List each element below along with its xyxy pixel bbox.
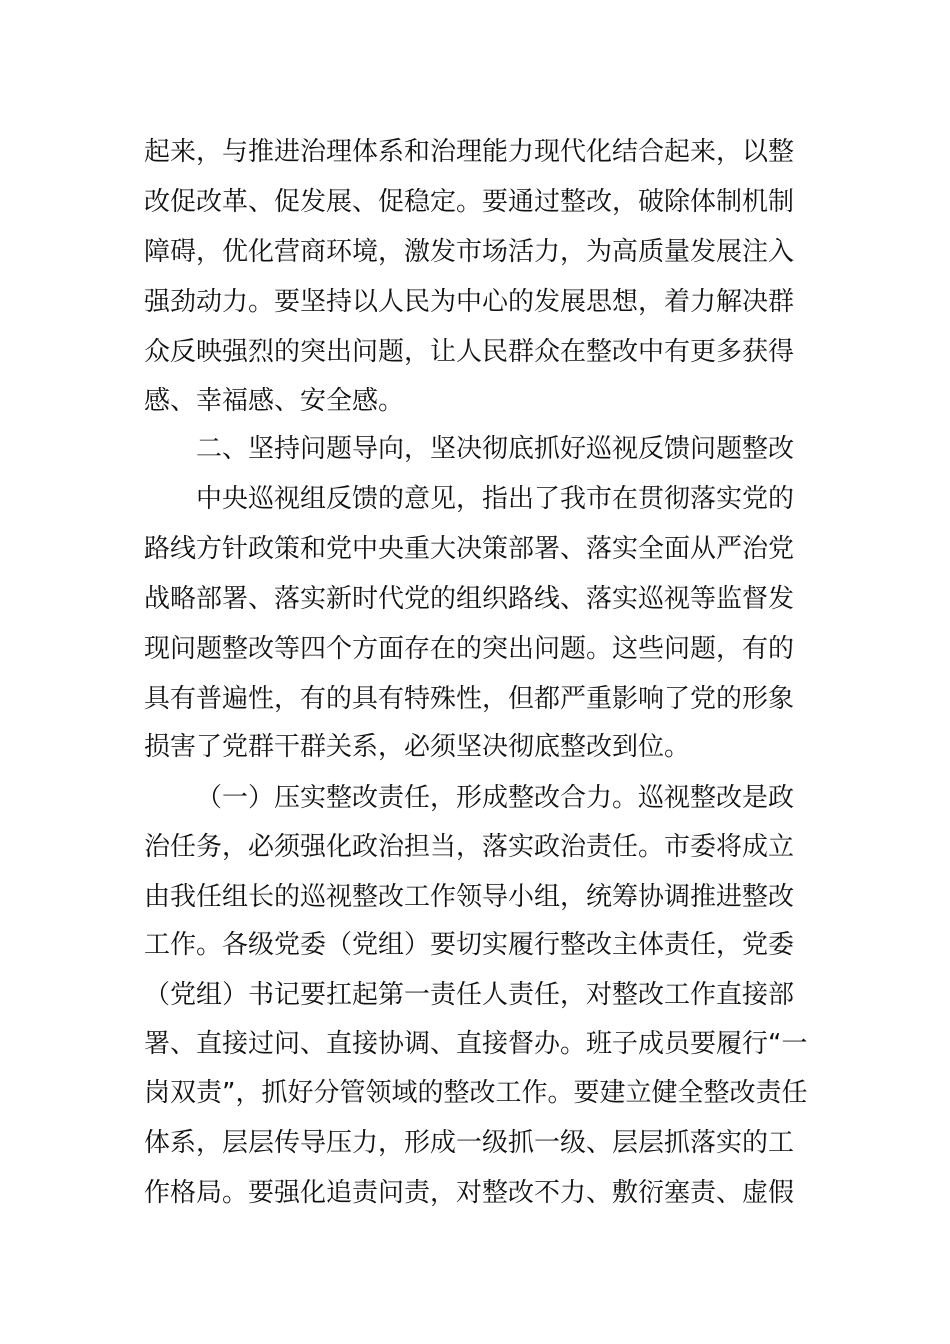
paragraph-line: 治任务，必须强化政治担当，落实政治责任。市委将成立 [144,832,795,862]
subsection-heading-line: （一）压实整改责任，形成整改合力。巡视整改是政 [196,783,795,813]
paragraph-line: 强劲动力。要坚持以人民为中心的发展思想，着力解决群 [144,287,795,317]
paragraph-line: 工作。各级党委（党组）要切实履行整改主体责任，党委 [144,930,795,960]
paragraph-line: 改促改革、促发展、促稳定。要通过整改，破除体制机制 [144,187,795,217]
paragraph-line: 感、幸福感、安全感。 [144,386,405,416]
paragraph-line: 岗双责”，抓好分管领域的整改工作。要建立健全整改责任 [144,1078,808,1108]
paragraph-line: 作格局。要强化追责问责，对整改不力、敷衍塞责、虚假 [144,1178,795,1208]
paragraph-line: 众反映强烈的突出问题，让人民群众在整改中有更多获得 [144,337,795,367]
paragraph-line: 中央巡视组反馈的意见，指出了我市在贯彻落实党的 [196,484,795,514]
paragraph-line: 路线方针政策和党中央重大决策部署、落实全面从严治党 [144,534,795,564]
paragraph-line: 战略部署、落实新时代党的组织路线、落实巡视等监督发 [144,584,795,614]
paragraph-line: 署、直接过问、直接协调、直接督办。班子成员要履行“一 [144,1029,808,1059]
paragraph-line: 体系，层层传导压力，形成一级抓一级、层层抓落实的工 [144,1128,795,1158]
paragraph-line: 由我任组长的巡视整改工作领导小组，统筹协调推进整改 [144,882,795,912]
paragraph-line: （党组）书记要扛起第一责任人责任，对整改工作直接部 [144,980,795,1010]
paragraph-line: 现问题整改等四个方面存在的突出问题。这些问题，有的 [144,634,795,664]
paragraph-line: 具有普遍性，有的具有特殊性，但都严重影响了党的形象 [144,684,795,714]
paragraph-line: 障碍，优化营商环境，激发市场活力，为高质量发展注入 [144,237,795,267]
paragraph-line: 起来，与推进治理体系和治理能力现代化结合起来，以整 [144,137,795,167]
paragraph-line: 损害了党群干群关系，必须坚决彻底整改到位。 [144,732,691,762]
section-heading: 二、坚持问题导向，坚决彻底抓好巡视反馈问题整改 [196,434,795,464]
